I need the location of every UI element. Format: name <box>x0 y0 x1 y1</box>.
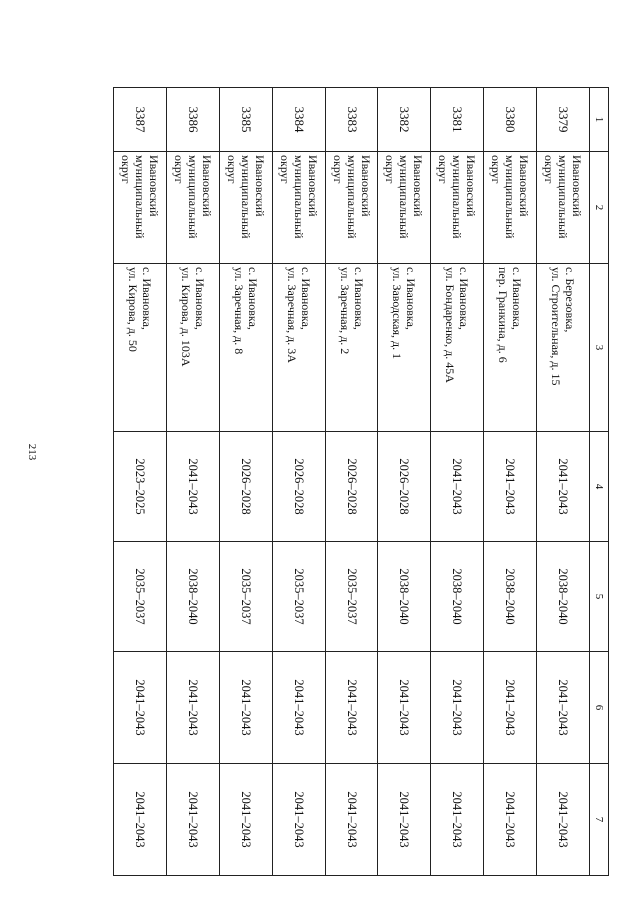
municipality-line: округ <box>171 155 186 184</box>
municipality-line: Ивановский <box>570 155 585 217</box>
municipality-line: муниципальный <box>291 155 306 239</box>
period-cell: 2023–2025 <box>114 432 167 542</box>
municipality-line: Ивановский <box>305 155 320 217</box>
municipality-line: муниципальный <box>503 155 518 239</box>
period-cell: 2041–2043 <box>431 652 484 764</box>
period-cell: 2041–2043 <box>537 432 590 542</box>
period-cell: 2041–2043 <box>325 652 378 764</box>
municipality-line: Ивановский <box>199 155 214 217</box>
header-cell: 7 <box>590 764 609 876</box>
header-cell: 2 <box>590 152 609 264</box>
municipality-line: муниципальный <box>133 155 147 239</box>
address-line: ул. Заводская, д. 1 <box>390 267 405 360</box>
table-row <box>431 88 484 876</box>
header-cell: 6 <box>590 652 609 764</box>
municipality-cell <box>325 152 378 264</box>
municipality-cell <box>378 152 431 264</box>
municipality-line: Ивановский <box>358 155 373 217</box>
header-cell: 3 <box>590 264 609 432</box>
period-cell: 2041–2043 <box>114 652 167 764</box>
address-line: с. Ивановка, <box>457 267 472 330</box>
municipality-line: муниципальный <box>238 155 253 239</box>
table-row <box>537 88 590 876</box>
address-line: ул. Заречная, д. 8 <box>231 267 246 355</box>
table-row <box>484 88 537 876</box>
period-cell: 2041–2043 <box>484 764 537 876</box>
municipality-line: округ <box>542 155 557 184</box>
row-number: 3381 <box>431 88 484 152</box>
period-cell: 2035–2037 <box>114 542 167 652</box>
address-cell <box>431 264 484 432</box>
period-cell: 2041–2043 <box>167 764 220 876</box>
row-number: 3384 <box>272 88 325 152</box>
period-cell: 2041–2043 <box>272 764 325 876</box>
address-line: с. Ивановка, <box>510 267 525 330</box>
municipality-cell <box>167 152 220 264</box>
address-line: с. Ивановка, <box>140 267 154 330</box>
period-cell: 2041–2043 <box>167 432 220 542</box>
header-row <box>590 88 609 876</box>
period-cell: 2035–2037 <box>219 542 272 652</box>
address-cell <box>378 264 431 432</box>
address-line: ул. Заречная, д. 2 <box>337 267 352 355</box>
period-cell: 2038–2040 <box>167 542 220 652</box>
address-line: с. Ивановка, <box>351 267 366 330</box>
table-row <box>378 88 431 876</box>
period-cell: 2026–2028 <box>378 432 431 542</box>
header-cell: 4 <box>590 432 609 542</box>
header-cell: 1 <box>590 88 609 152</box>
municipality-line: Ивановский <box>517 155 532 217</box>
address-line: с. Ивановка, <box>192 267 207 330</box>
period-cell: 2026–2028 <box>325 432 378 542</box>
municipality-line: Ивановский <box>464 155 479 217</box>
municipality-line: округ <box>224 155 239 184</box>
municipality-cell <box>484 152 537 264</box>
period-cell: 2041–2043 <box>537 764 590 876</box>
period-cell: 2038–2040 <box>431 542 484 652</box>
municipality-line: муниципальный <box>185 155 200 239</box>
table-row <box>219 88 272 876</box>
period-cell: 2041–2043 <box>537 652 590 764</box>
municipality-line: округ <box>330 155 345 184</box>
address-line: с. Ивановка, <box>245 267 260 330</box>
period-cell: 2041–2043 <box>325 764 378 876</box>
municipality-cell <box>431 152 484 264</box>
address-line: с. Березовка, <box>563 267 578 333</box>
period-cell: 2041–2043 <box>219 764 272 876</box>
period-cell: 2041–2043 <box>167 652 220 764</box>
period-cell: 2041–2043 <box>114 764 167 876</box>
period-cell: 2035–2037 <box>272 542 325 652</box>
address-line: ул. Строительная, д. 15 <box>549 267 564 386</box>
table-row <box>272 88 325 876</box>
row-number: 3382 <box>378 88 431 152</box>
row-number: 3383 <box>325 88 378 152</box>
municipality-cell <box>219 152 272 264</box>
municipality-line: муниципальный <box>344 155 359 239</box>
address-line: ул. Кирова, д. 50 <box>126 267 140 352</box>
address-line: с. Ивановка, <box>404 267 419 330</box>
address-cell <box>484 264 537 432</box>
municipality-line: округ <box>119 155 133 184</box>
municipality-line: Ивановский <box>147 155 161 217</box>
table-row <box>114 88 167 876</box>
municipality-cell <box>272 152 325 264</box>
page-number: 213 <box>26 443 38 461</box>
period-cell: 2041–2043 <box>378 652 431 764</box>
period-cell: 2041–2043 <box>431 764 484 876</box>
row-number: 3386 <box>167 88 220 152</box>
table-row <box>167 88 220 876</box>
address-cell <box>272 264 325 432</box>
header-cell: 5 <box>590 542 609 652</box>
municipality-line: округ <box>436 155 451 184</box>
period-cell: 2041–2043 <box>484 432 537 542</box>
municipality-line: округ <box>489 155 504 184</box>
municipality-line: муниципальный <box>556 155 571 239</box>
period-cell: 2041–2043 <box>431 432 484 542</box>
address-line: с. Ивановка, <box>298 267 313 330</box>
row-number: 3379 <box>537 88 590 152</box>
table-row <box>325 88 378 876</box>
municipality-cell <box>114 152 167 264</box>
address-cell <box>219 264 272 432</box>
municipality-line: муниципальный <box>450 155 465 239</box>
address-cell <box>114 264 167 432</box>
period-cell: 2038–2040 <box>537 542 590 652</box>
schedule-table <box>113 87 609 876</box>
address-cell <box>537 264 590 432</box>
period-cell: 2041–2043 <box>219 652 272 764</box>
period-cell: 2035–2037 <box>325 542 378 652</box>
address-cell <box>167 264 220 432</box>
municipality-line: муниципальный <box>397 155 412 239</box>
address-cell <box>325 264 378 432</box>
row-number: 3385 <box>219 88 272 152</box>
address-line: ул. Заречная, д. 3А <box>284 267 299 363</box>
period-cell: 2038–2040 <box>378 542 431 652</box>
period-cell: 2026–2028 <box>272 432 325 542</box>
address-line: пер. Гранкина, д. 6 <box>496 267 511 363</box>
municipality-line: округ <box>383 155 398 184</box>
row-number: 3387 <box>114 88 167 152</box>
row-number: 3380 <box>484 88 537 152</box>
municipality-line: Ивановский <box>252 155 267 217</box>
address-line: ул. Кирова, д. 103А <box>178 267 193 367</box>
municipality-cell <box>537 152 590 264</box>
period-cell: 2038–2040 <box>484 542 537 652</box>
address-line: ул. Бондаренко, д. 45А <box>443 267 458 383</box>
municipality-line: Ивановский <box>411 155 426 217</box>
period-cell: 2041–2043 <box>378 764 431 876</box>
period-cell: 2041–2043 <box>272 652 325 764</box>
period-cell: 2026–2028 <box>219 432 272 542</box>
period-cell: 2041–2043 <box>484 652 537 764</box>
municipality-line: округ <box>277 155 292 184</box>
table-wrapper <box>113 87 609 875</box>
